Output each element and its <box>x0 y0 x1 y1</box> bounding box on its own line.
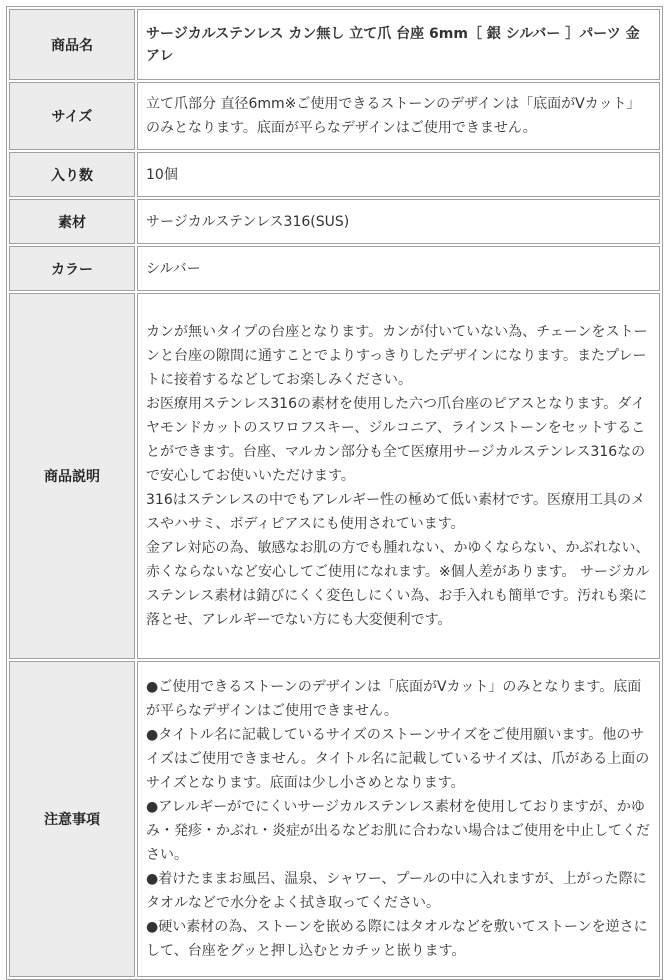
value-product-name: サージカルステンレス カン無し 立て爪 台座 6mm［ 銀 シルバー ］パーツ 金アレ <box>137 9 660 80</box>
value-notes <box>137 661 660 977</box>
row-product-name <box>9 9 660 80</box>
value-size: 立て爪部分 直径6mm※ご使用できるストーンのデザインは「底面がVカット」のみとなります。底面が平らなデザインはご使用できません。 <box>137 82 660 150</box>
description-paragraph-1: カンが無いタイプの台座となります。カンが付いていない為、チェーンをストーンと台座の隙間に通すことでよりすっきりしたデザインになります。またプレートに接着するなどしてお楽しみください。 <box>146 324 648 388</box>
notes-item-3: ●アレルギーがでにくいサージカルステンレス素材を使用しておりますが、かゆみ・発疹・かぶれ・炎症が出るなどお肌に合わない場合はご使用を中止してください。 <box>146 799 650 863</box>
row-material <box>9 199 660 244</box>
label-product-name: 商品名 <box>9 9 135 80</box>
label-material: 素材 <box>9 199 135 244</box>
label-quantity: 入り数 <box>9 152 135 197</box>
row-color <box>9 246 660 291</box>
value-description <box>137 293 660 659</box>
label-notes: 注意事項 <box>9 661 135 977</box>
value-quantity: 10個 <box>137 152 660 197</box>
row-size <box>9 82 660 150</box>
notes-item-1: ●ご使用できるストーンのデザインは「底面がVカット」のみとなります。底面が平らなデザインはご使用できません。 <box>146 679 642 719</box>
row-quantity <box>9 152 660 197</box>
product-spec-table <box>6 6 663 980</box>
description-paragraph-3: 316はステンレスの中でもアレルギー性の極めて低い素材です。医療用工具のメスやハサミ、ボディピアスにも使用されています。 <box>146 492 645 532</box>
row-notes <box>9 661 660 977</box>
label-description: 商品説明 <box>9 293 135 659</box>
label-color: カラー <box>9 246 135 291</box>
notes-item-2: ●タイトル名に記載しているサイズのストーンサイズをご使用願います。他のサイズはご使用できません。タイトル名に記載しているサイズは、爪がある上面のサイズとなります。底面は少し小さめとなります。 <box>146 727 650 791</box>
label-size: サイズ <box>9 82 135 150</box>
value-color: シルバー <box>137 246 660 291</box>
description-paragraph-4: 金アレ対応の為、敏感なお肌の方でも腫れない、かゆくならない、かぶれない、赤くならないなど安心してご使用になれます。※個人差があります。 サージカルステンレス素材は錆びにくく変色しにくい為、お手入れも簡単です。汚れも楽に落とせ、アレルギーでない方にも大変便利です。 <box>146 540 650 628</box>
notes-item-5: ●硬い素材の為、ストーンを嵌める際にはタオルなどを敷いてストーンを逆さにして、台座をグッと押し込むとカチッと嵌ります。 <box>146 919 648 959</box>
row-description <box>9 293 660 659</box>
notes-item-4: ●着けたままお風呂、温泉、シャワー、プールの中に入れますが、上がった際にタオルなどで水分をよく拭き取ってください。 <box>146 871 647 911</box>
description-paragraph-2: お医療用ステンレス316の素材を使用した六つ爪台座のピアスとなります。ダイヤモンドカットのスワロフスキー、ジルコニア、ラインストーンをセットすることができます。台座、マルカン部分も全て医療用サージカルステンレス316なので安心してお使いいただけます。 <box>146 396 646 484</box>
value-material: サージカルステンレス316(SUS) <box>137 199 660 244</box>
